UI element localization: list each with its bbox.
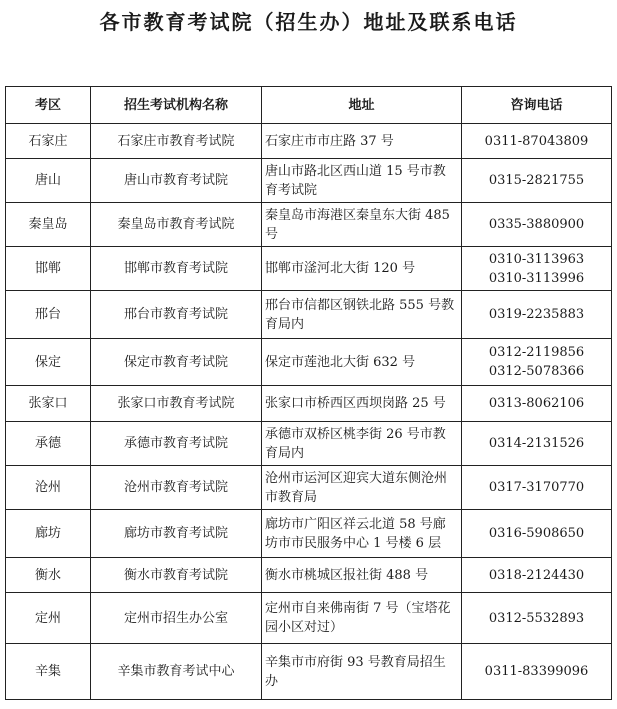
institution-name-cell: 邯郸市教育考试院 [91,247,262,291]
area-cell: 秦皇岛 [6,203,91,247]
table-row [6,386,612,422]
phone-cell [462,247,612,291]
institution-name-cell: 辛集市教育考试中心 [91,644,262,700]
address-cell: 张家口市桥西区西坝岗路 25 号 [262,386,462,422]
table-row [6,339,612,386]
phone-number: 0312-5532893 [488,610,585,626]
header-phone: 咨询电话 [462,87,612,124]
address-cell: 定州市自来佛南街 7 号（宝塔花园小区对过） [262,593,462,644]
area-cell: 廊坊 [6,510,91,558]
header-area: 考区 [6,87,91,124]
institution-name-cell: 唐山市教育考试院 [91,159,262,203]
phone-number: 0319-2235883 [488,307,585,322]
table-row [6,422,612,466]
institution-name-cell: 秦皇岛市教育考试院 [91,203,262,247]
phone-number: 0315-2821755 [488,173,585,188]
header-address: 地址 [262,87,462,124]
area-cell: 衡水 [6,558,91,593]
address-cell: 廊坊市广阳区祥云北道 58 号廊坊市市民服务中心 1 号楼 6 层 [262,510,462,558]
phone-number: 0313-8062106 [488,396,585,411]
institution-name-cell: 石家庄市教育考试院 [91,124,262,159]
phone-cell [462,339,612,386]
area-cell: 承德 [6,422,91,466]
table-row [6,510,612,558]
phone-cell [462,386,612,422]
address-cell: 沧州市运河区迎宾大道东侧沧州市教育局 [262,466,462,510]
institution-name-cell: 保定市教育考试院 [91,339,262,386]
institution-name-cell: 廊坊市教育考试院 [91,510,262,558]
address-cell: 衡水市桃城区报社街 488 号 [262,558,462,593]
table-body [6,124,612,700]
table-row [6,247,612,291]
page-title: 各市教育考试院（招生办）地址及联系电话 [99,10,518,34]
phone-cell [462,644,612,700]
phone-cell [462,558,612,593]
phone-number: 0311-83399096 [484,664,589,679]
area-cell: 石家庄 [6,124,91,159]
institution-name-cell: 衡水市教育考试院 [91,558,262,593]
area-cell: 沧州 [6,466,91,510]
phone-cell [462,466,612,510]
phone-cell [462,422,612,466]
area-cell: 唐山 [6,159,91,203]
institution-name-cell: 承德市教育考试院 [91,422,262,466]
table-header-row [6,87,612,124]
phone-cell [462,159,612,203]
phone-number: 0335-3880900 [488,217,585,232]
area-cell: 邢台 [6,291,91,339]
table-row [6,466,612,510]
table-row [6,159,612,203]
address-cell: 秦皇岛市海港区秦皇东大街 485 号 [262,203,462,247]
phone-number: 0311-87043809 [484,133,589,149]
phone-number: 0316-5908650 [488,526,585,541]
contact-table [5,86,612,700]
phone-number: 0312-2119856 [488,345,585,360]
address-cell: 邯郸市滏河北大街 120 号 [262,247,462,291]
table-row [6,558,612,593]
area-cell: 保定 [6,339,91,386]
header-name: 招生考试机构名称 [91,87,262,124]
phone-number: 0317-3170770 [488,480,585,495]
table-row [6,203,612,247]
phone-cell [462,124,612,159]
table-row [6,124,612,159]
address-cell: 邢台市信都区钢铁北路 555 号教育局内 [262,291,462,339]
address-cell: 保定市莲池北大街 632 号 [262,339,462,386]
area-cell: 邯郸 [6,247,91,291]
address-cell: 石家庄市市庄路 37 号 [262,124,462,159]
area-cell: 定州 [6,593,91,644]
phone-number: 0310-3113996 [488,270,585,286]
area-cell: 张家口 [6,386,91,422]
phone-cell [462,291,612,339]
institution-name-cell: 沧州市教育考试院 [91,466,262,510]
phone-number: 0318-2124430 [488,567,585,583]
institution-name-cell: 张家口市教育考试院 [91,386,262,422]
address-cell: 辛集市市府街 93 号教育局招生办 [262,644,462,700]
table-row [6,593,612,644]
table-row [6,644,612,700]
institution-name-cell: 邢台市教育考试院 [91,291,262,339]
table-row [6,291,612,339]
phone-number: 0310-3113963 [488,251,585,267]
institution-name-cell: 定州市招生办公室 [91,593,262,644]
area-cell: 辛集 [6,644,91,700]
phone-number: 0312-5078366 [488,364,585,379]
address-cell: 唐山市路北区西山道 15 号市教育考试院 [262,159,462,203]
phone-number: 0314-2131526 [488,436,585,451]
phone-cell [462,593,612,644]
phone-cell [462,510,612,558]
address-cell: 承德市双桥区桃李街 26 号市教育局内 [262,422,462,466]
phone-cell [462,203,612,247]
